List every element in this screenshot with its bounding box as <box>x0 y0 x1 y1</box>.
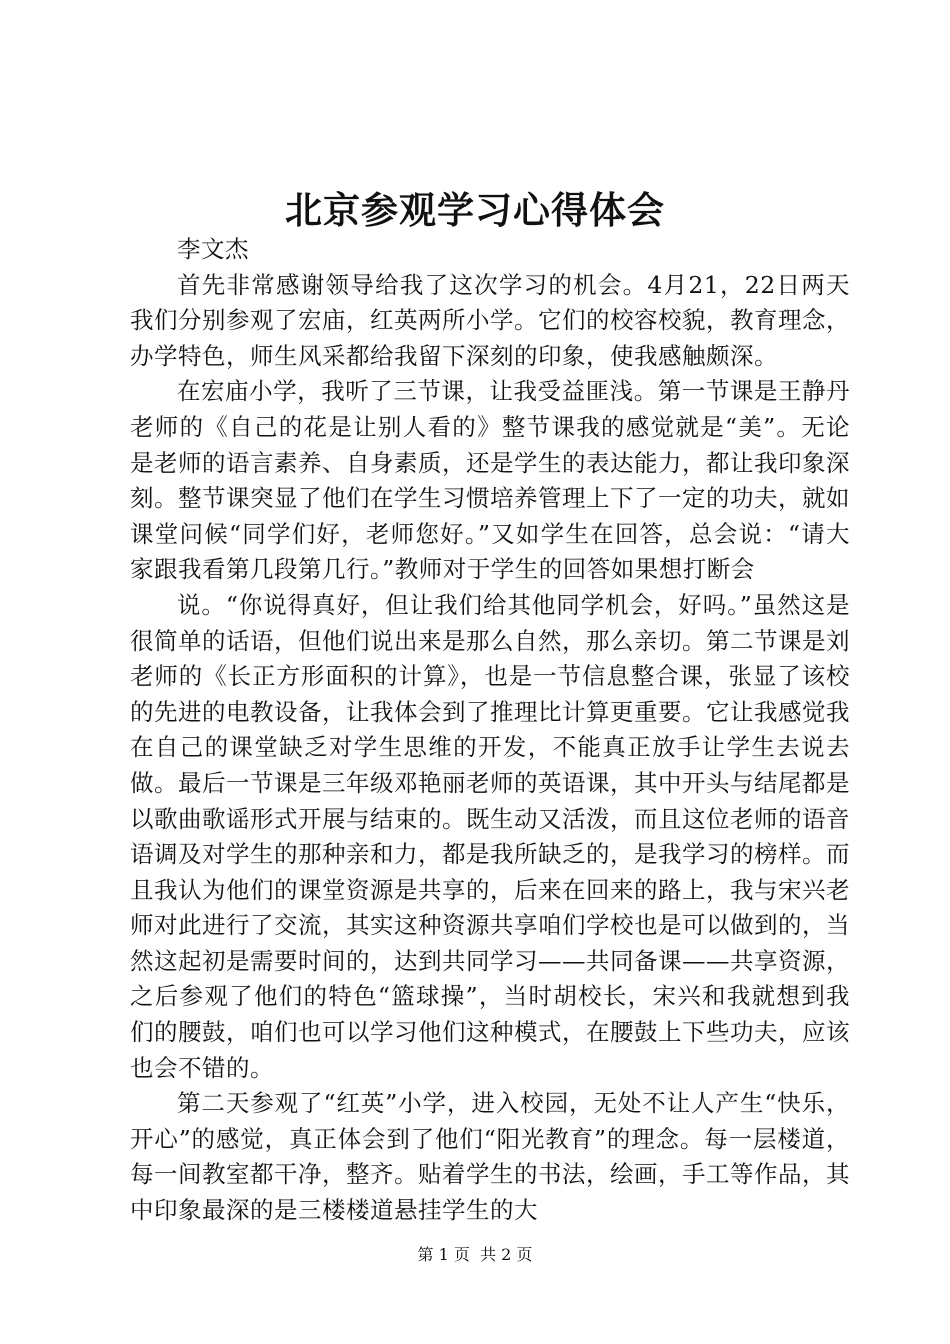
page-number-footer: 第 1 页 共 2 页 <box>417 1245 533 1264</box>
paragraph-4: 第二天参观了“红英”小学，进入校园，无处不让人产生“快乐，开心”的感觉，真正体会到了他们“阳光教育”的理念。每一层楼道，每一间教室都干净，整齐。贴着学生的书法，绘画，手工等作品，其中印象最深的是三楼楼道悬挂学生的大 <box>130 1089 850 1225</box>
paragraph-2: 在宏庙小学，我听了三节课，让我受益匪浅。第一节课是王静丹老师的《自己的花是让别人看的》整节课我的感觉就是“美”。无论是老师的语言素养、自身素质，还是学生的表达能力，都让我印象深刻。整节课突显了他们在学生习惯培养管理上下了一定的功夫，就如课堂问候“同学们好，老师您好。”又如学生在回答，总会说：“请大家跟我看第几段第几行。”教师对于学生的回答如果想打断会 <box>130 377 850 584</box>
paragraph-3: 说。“你说得真好，但让我们给其他同学机会，好吗。”虽然这是很简单的话语，但他们说出来是那么自然，那么亲切。第二节课是刘老师的《长正方形面积的计算》，也是一节信息整合课，张显了该校的先进的电教设备，让我体会到了推理比计算更重要。它让我感觉我在自己的课堂缺乏对学生思维的开发，不能真正放手让学生去说去做。最后一节课是三年级邓艳丽老师的英语课，其中开头与结尾都是以歌曲歌谣形式开展与结束的。既生动又活泼，而且这位老师的语音语调及对学生的那种亲和力，都是我所缺乏的，是我学习的榜样。而且我认为他们的课堂资源是共享的，后来在回来的路上，我与宋兴老师对此进行了交流，其实这种资源共享咱们学校也是可以做到的，当然这起初是需要时间的，达到共同学习——共同备课——共享资源，之后参观了他们的特色“篮球操”，当时胡校长，宋兴和我就想到我们的腰鼓，咱们也可以学习他们这种模式，在腰鼓上下些功夫，应该也会不错的。 <box>130 590 850 1082</box>
author-name: 李文杰 <box>177 235 249 263</box>
document-body <box>130 232 850 1229</box>
document-title: 北京参观学习心得体会 <box>285 188 665 232</box>
paragraph-1: 首先非常感谢领导给我了这次学习的机会。4月21，22日两天我们分别参观了宏庙，红英两所小学。它们的校容校貌，教育理念，办学特色，师生风采都给我留下深刻的印象，使我感触颇深。 <box>130 270 850 370</box>
